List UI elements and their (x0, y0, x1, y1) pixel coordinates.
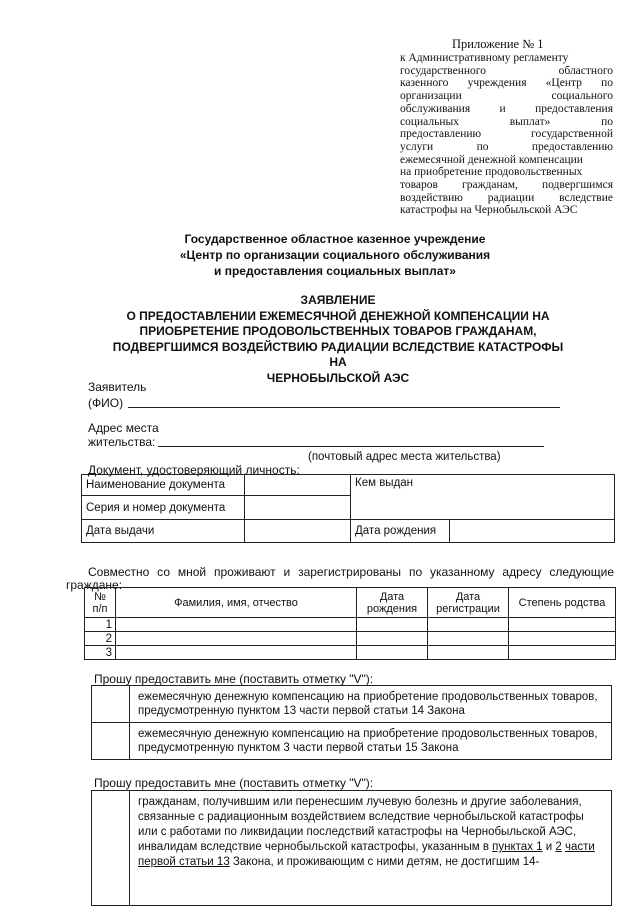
col-header-registration-date: Дата регистрации (428, 588, 509, 618)
identity-document-table (81, 474, 615, 543)
option-checkbox[interactable] (92, 686, 130, 723)
appendix-line: услуги по предоставлению (400, 140, 613, 153)
appendix-line: к Административному регламенту (400, 52, 569, 64)
appendix-line: социальных выплат» по (400, 115, 613, 128)
option-text: ежемесячную денежную компенсацию на приобретение продовольственных товаров, предусмотренную пунктом 3 части первой статьи 15 Закона (130, 723, 612, 760)
institution-line: «Центр по организации социального обслуживания (179, 248, 491, 262)
relation-cell[interactable] (509, 618, 616, 632)
row-number: 2 (85, 632, 116, 646)
appendix-text (400, 52, 613, 217)
address-hint: (почтовый адрес места жительства) (308, 451, 501, 463)
col-header-birth-date: Дата рождения (357, 588, 428, 618)
applicant-fio-label: (ФИО) (88, 396, 124, 410)
registration-date-cell[interactable] (428, 646, 509, 660)
appendix-line: казенного учреждения «Центр по (400, 77, 613, 90)
doc-name-field[interactable] (245, 475, 351, 496)
option-checkbox[interactable] (92, 723, 130, 760)
doc-name-label: Наименование документа (82, 475, 245, 496)
row-number: 1 (85, 618, 116, 632)
cohabitants-text-line: Совместно со мной проживают и зарегистрированы по указанному адресу следующие (88, 565, 614, 579)
address-label-2: жительства: (88, 435, 156, 449)
form-title-line: ПОДВЕРГШИМСЯ ВОЗДЕЙСТВИЮ РАДИАЦИИ ВСЛЕДСТВИЕ КАТАСТРОФЫ НА (112, 339, 564, 369)
form-title-line: О ПРЕДОСТАВЛЕНИИ ЕЖЕМЕСЯЧНОЙ ДЕНЕЖНОЙ КОМПЕНСАЦИИ НА (126, 308, 550, 323)
list-item (92, 791, 612, 906)
option-text-part: и (542, 841, 556, 853)
appendix-line: предоставлению государственной (400, 128, 613, 141)
category-options-table (91, 790, 612, 906)
birth-date-cell (351, 520, 615, 543)
birth-date-cell[interactable] (357, 618, 428, 632)
birth-date-inner (351, 520, 614, 542)
appendix-title: Приложение № 1 (452, 37, 544, 51)
appendix-line: товаров гражданам, подвергшимся (400, 179, 613, 192)
option-text (130, 791, 612, 906)
fullname-cell[interactable] (116, 618, 357, 632)
appendix-line: обслуживания и предоставления (400, 102, 613, 115)
birth-date-cell[interactable] (357, 646, 428, 660)
issued-by-cell[interactable] (351, 475, 615, 520)
applicant-name-field[interactable] (128, 407, 560, 408)
appendix-line: ежемесячной денежной компенсации (400, 153, 583, 166)
institution-line: и предоставления социальных выплат» (214, 264, 456, 278)
fullname-cell[interactable] (116, 632, 357, 646)
law-link-point-2[interactable]: 2 (555, 841, 562, 853)
birth-date-label: Дата рождения (351, 520, 450, 542)
appendix-line: на приобретение продовольственных (400, 166, 583, 179)
table-row (85, 646, 616, 660)
institution-heading (120, 231, 550, 279)
registration-date-cell[interactable] (428, 632, 509, 646)
doc-series-field[interactable] (245, 496, 351, 520)
cohabitants-text-line-2: граждане: (66, 578, 123, 592)
institution-line: Государственное областное казенное учреждение (184, 232, 486, 246)
appendix-line: государственного областного (400, 64, 613, 77)
col-header-relation: Степень родства (509, 588, 616, 618)
form-title-line: ЧЕРНОБЫЛЬСКОЙ АЭС (266, 370, 410, 385)
appendix-line: катастрофы на Чернобыльской АЭС (400, 204, 578, 217)
appendix-line: организации социального (400, 90, 613, 103)
law-link-points[interactable]: пунктах 1 (492, 841, 543, 853)
form-title-line: ПРИОБРЕТЕНИЕ ПРОДОВОЛЬСТВЕННЫХ ТОВАРОВ ГРАЖДАНАМ, (139, 324, 537, 338)
table-row (85, 632, 616, 646)
table-row (85, 618, 616, 632)
registration-date-cell[interactable] (428, 618, 509, 632)
doc-issue-date-field[interactable] (245, 520, 351, 543)
cohabitants-table (84, 587, 616, 660)
request-1-label: Прошу предоставить мне (поставить отметку "V"): (94, 672, 374, 686)
compensation-options-table (91, 685, 612, 760)
option-checkbox[interactable] (92, 791, 130, 906)
relation-cell[interactable] (509, 646, 616, 660)
col-header-fullname: Фамилия, имя, отчество (116, 588, 357, 618)
form-title (108, 293, 568, 386)
option-text-part: Закона, и проживающим с ними детям, не достигшим 14- (229, 856, 540, 868)
appendix-line: воздействию радиации вследствие (400, 191, 613, 204)
address-field[interactable] (158, 446, 544, 447)
address-label: Адрес места (88, 421, 159, 435)
doc-series-label: Серия и номер документа (82, 496, 245, 520)
law-link-article[interactable]: части первой статьи 13 (138, 841, 595, 868)
cohabitants-text (88, 565, 614, 579)
doc-issue-date-label: Дата выдачи (82, 520, 245, 543)
fullname-cell[interactable] (116, 646, 357, 660)
document-caption: Документ, удостоверяющий личность: (88, 463, 300, 477)
option-text-part: гражданам, получившим или перенесшим лучевую болезнь и другие заболевания, связанные с радиационным воздействием вследствие чернобыльской катастрофы или с работами по ликвидации последствий катастрофы на Чернобыльской АЭС, инвалидам вследствие чернобыльской катастрофы, указанным в (138, 796, 584, 853)
form-title-line: ЗАЯВЛЕНИЕ (300, 293, 376, 307)
list-item (92, 723, 612, 760)
col-header-number: № п/п (85, 588, 116, 618)
birth-date-field[interactable] (450, 520, 615, 542)
request-2-label: Прошу предоставить мне (поставить отметку "V"): (94, 776, 374, 790)
list-item (92, 686, 612, 723)
row-number: 3 (85, 646, 116, 660)
option-text: ежемесячную денежную компенсацию на приобретение продовольственных товаров, предусмотренную пунктом 13 части первой статьи 14 Закона (130, 686, 612, 723)
birth-date-cell[interactable] (357, 632, 428, 646)
applicant-label: Заявитель (88, 380, 147, 394)
relation-cell[interactable] (509, 632, 616, 646)
issued-by-label: Кем выдан (355, 477, 414, 489)
